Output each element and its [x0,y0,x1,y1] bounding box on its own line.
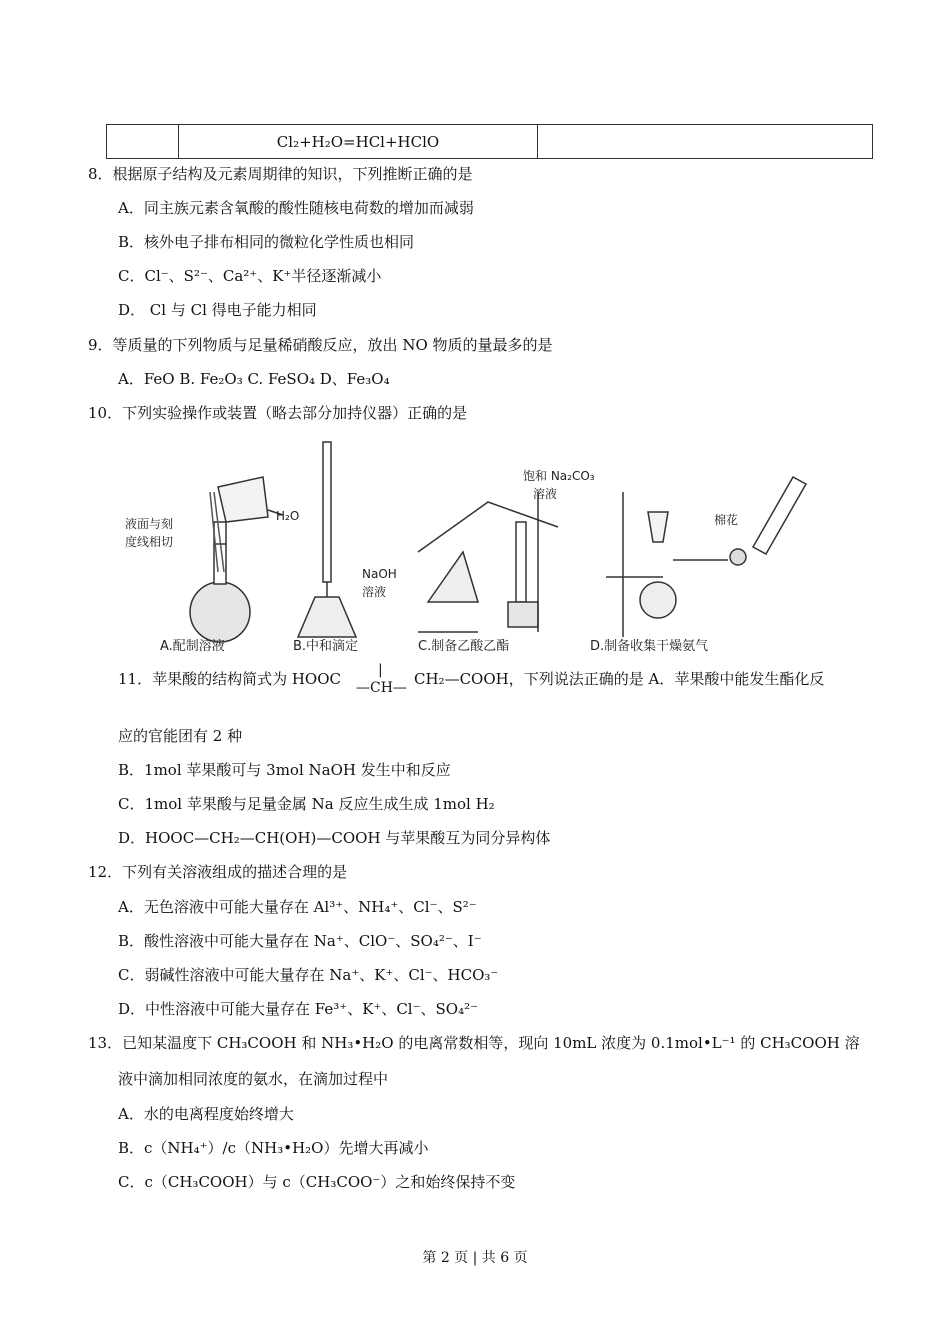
burette-icon [298,442,356,637]
reaction-table [106,124,873,159]
fig-b-naoh-2: 溶液 [362,585,387,599]
q13-option-a: A．水的电离程度始终增大 [118,1105,294,1123]
fig-b-naoh-1: NaOH [362,567,397,581]
table-cell-empty [107,125,179,159]
fig-c-sat-1: 饱和 Na₂CO₃ [523,469,595,483]
q12-option-d: D．中性溶液中可能大量存在 Fe³⁺、K⁺、Cl⁻、SO₄²⁻ [118,1000,479,1018]
table-cell-formula: Cl₂+H₂O=HCl+HClO [179,125,538,159]
fig-c-sat-2: 溶液 [533,487,558,501]
q13-stem-1: 13．已知某温度下 CH₃COOH 和 NH₃•H₂O 的电离常数相等，现向 10mL 浓度为 0.1mol•L⁻¹ 的 CH₃COOH 溶 [88,1034,860,1052]
fig-a-label-1: 液面与刻 [125,517,174,531]
q9-options: A．FeO B. Fe₂O₃ C. FeSO₄ D、Fe₃O₄ [118,370,390,388]
q11-stem-cont: 应的官能团有 2 种 [118,727,243,745]
q11-option-c: C．1mol 苹果酸与足量金属 Na 反应生成生成 1mol H₂ [118,795,495,813]
struct-bar: | [378,662,383,678]
q8-option-c: C．Cl⁻、S²⁻、Ca²⁺、K⁺半径逐渐减小 [118,267,382,285]
q11-stem-pre: 11．苹果酸的结构简式为 HOOC [118,670,342,688]
fig-c-caption: C.制备乙酸乙酯 [418,639,510,654]
q13-option-b: B．c（NH₄⁺）/c（NH₃•H₂O）先增大再减小 [118,1139,429,1157]
fig-a-caption: A.配制溶液 [160,639,225,654]
q9-stem: 9．等质量的下列物质与足量稀硝酸反应，放出 NO 物质的量最多的是 [88,336,553,354]
q8-option-b: B．核外电子排布相同的微粒化学性质也相同 [118,233,415,251]
table-cell-empty-right [538,125,873,159]
struct-ch: —CH— [356,680,407,696]
fig-a-label-2: 度线相切 [125,535,174,549]
malic-acid-branch [356,662,412,696]
fig-d-cotton: 棉花 [714,513,739,527]
page-footer: 第 2 页 | 共 6 页 [422,1250,528,1266]
q12-option-c: C．弱碱性溶液中可能大量存在 Na⁺、K⁺、Cl⁻、HCO₃⁻ [118,966,499,984]
q11-stem-post: CH₂—COOH，下列说法正确的是 A．苹果酸中能发生酯化反 [414,670,825,688]
fig-a-water: H₂O [276,509,300,523]
q8-option-d: D． Cl 与 Cl 得电子能力相同 [118,301,317,319]
q8-stem: 8．根据原子结构及元素周期律的知识，下列推断正确的是 [88,165,473,183]
q13-stem-2: 液中滴加相同浓度的氨水，在滴加过程中 [118,1070,389,1088]
fig-b-caption: B.中和滴定 [293,639,359,654]
fig-d-caption: D.制备收集干燥氨气 [590,639,709,654]
ammonia-apparatus-icon [606,477,806,637]
volumetric-flask-icon [190,477,283,642]
lab-apparatus-figure [118,432,818,660]
q10-stem: 10．下列实验操作或装置（略去部分加持仪器）正确的是 [88,404,468,422]
q11-option-b: B．1mol 苹果酸可与 3mol NaOH 发生中和反应 [118,761,451,779]
table-row [107,125,873,159]
q12-option-a: A．无色溶液中可能大量存在 Al³⁺、NH₄⁺、Cl⁻、S²⁻ [118,898,477,916]
q8-option-a: A．同主族元素含氧酸的酸性随核电荷数的增加而减弱 [118,199,474,217]
q12-stem: 12．下列有关溶液组成的描述合理的是 [88,863,348,881]
q12-option-b: B．酸性溶液中可能大量存在 Na⁺、ClO⁻、SO₄²⁻、I⁻ [118,932,482,950]
q13-option-c: C．c（CH₃COOH）与 c（CH₃COO⁻）之和始终保持不变 [118,1173,516,1191]
q11-option-d: D．HOOC—CH₂—CH(OH)—COOH 与苹果酸互为同分异构体 [118,829,551,847]
ester-apparatus-icon [418,492,558,632]
